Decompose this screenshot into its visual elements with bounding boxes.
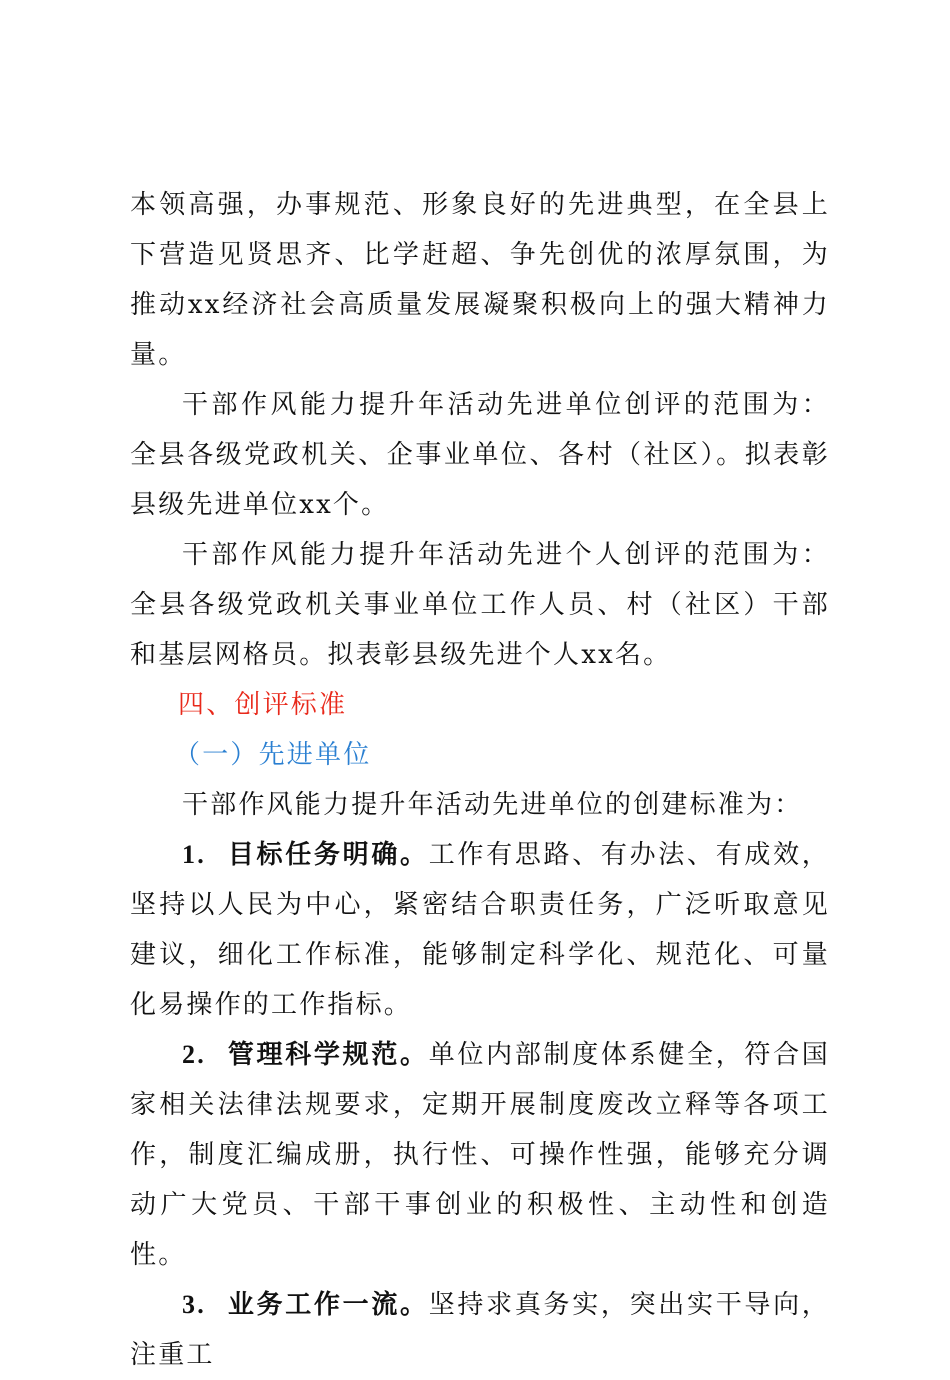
criteria-item-number: 2. [182,1040,206,1069]
criteria-item-body: 工作有思路、有办法、有成效，坚持以人民为中心，紧密结合职责任务，广泛听取意见建议，细化工作标准，能够制定科学化、规范化、可量化易操作的工作指标。 [130,840,830,1020]
subsection-heading-advanced-units: （一）先进单位 [174,740,372,770]
criteria-item-number: 3. [182,1290,206,1319]
document-body [130,180,830,1380]
paragraph-individual-scope: 干部作风能力提升年活动先进个人创评的范围为：全县各级党政机关事业单位工作人员、村（社区）干部和基层网格员。拟表彰县级先进个人xx名。 [130,540,830,670]
criteria-item-title: 管理科学规范。 [227,1040,429,1070]
criteria-item-body: 单位内部制度体系健全，符合国家相关法律法规要求，定期开展制度废改立释等各项工作，制度汇编成册，执行性、可操作性强，能够充分调动广大党员、干部干事创业的积极性、主动性和创造性。 [130,1040,830,1270]
paragraph-unit-scope: 干部作风能力提升年活动先进单位创评的范围为：全县各级党政机关、企事业单位、各村（社区）。拟表彰县级先进单位xx个。 [130,390,830,520]
paragraph-intro-continued: 本领高强，办事规范、形象良好的先进典型，在全县上下营造见贤思齐、比学赶超、争先创优的浓厚氛围，为推动xx经济社会高质量发展凝聚积极向上的强大精神力量。 [130,190,830,370]
criteria-item-3 [130,1280,830,1380]
criteria-item-2 [130,1030,830,1280]
criteria-item-title: 业务工作一流。 [227,1290,429,1320]
paragraph-unit-standards-intro: 干部作风能力提升年活动先进单位的创建标准为： [182,790,803,820]
criteria-item-title: 目标任务明确。 [227,840,429,870]
section-heading-criteria: 四、创评标准 [178,690,348,720]
criteria-item-number: 1. [182,840,206,869]
criteria-item-1 [130,830,830,1030]
criteria-item-body: 坚持求真务实，突出实干导向，注重工 [130,1290,830,1370]
